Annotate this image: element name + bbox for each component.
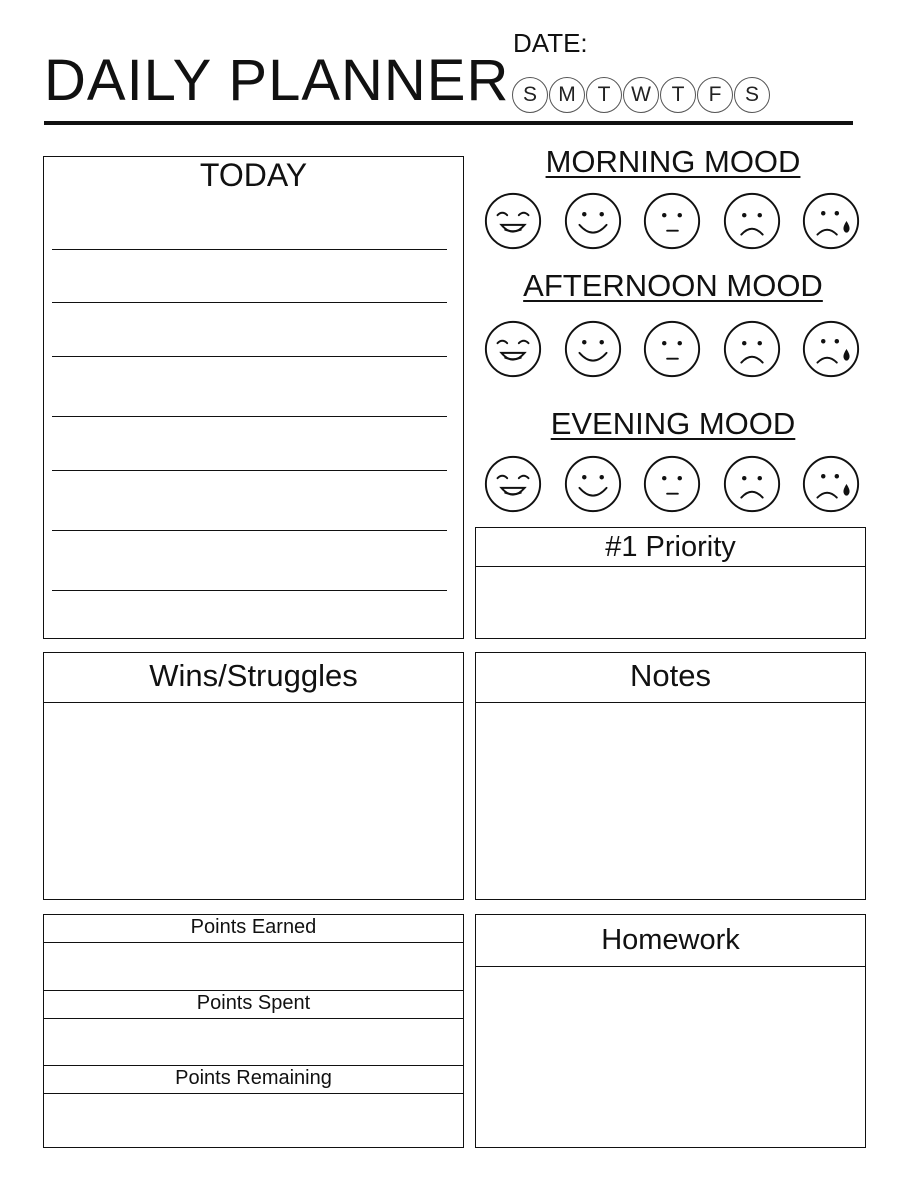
afternoon-mood-faces [482, 318, 862, 380]
notes-write-area[interactable] [476, 704, 865, 899]
laughing-face-icon[interactable] [482, 453, 544, 515]
priority-label: #1 Priority [605, 531, 736, 563]
wins-struggles-write-area[interactable] [44, 704, 463, 899]
writing-line[interactable] [52, 530, 447, 531]
smiling-face-icon[interactable] [562, 318, 624, 380]
crying-face-icon[interactable] [800, 318, 862, 380]
smiling-face-icon[interactable] [562, 453, 624, 515]
afternoon-mood-title: AFTERNOON MOOD [523, 268, 823, 303]
priority-header [476, 528, 865, 567]
neutral-face-icon[interactable] [641, 318, 703, 380]
points-spent-field[interactable] [44, 1019, 463, 1065]
priority-box [475, 527, 866, 639]
morning-mood-faces [482, 190, 862, 252]
today-box [43, 156, 464, 639]
evening-mood-faces [482, 453, 862, 515]
weekday-selector [512, 77, 770, 113]
laughing-face-icon[interactable] [482, 318, 544, 380]
today-label: TODAY [199, 157, 308, 193]
day-circle-friday[interactable]: F [697, 77, 733, 113]
morning-mood-title: MORNING MOOD [545, 144, 801, 179]
day-circle-wednesday[interactable]: W [623, 77, 659, 113]
points-earned-header [44, 915, 463, 943]
sad-face-icon[interactable] [721, 453, 783, 515]
priority-write-area[interactable] [476, 568, 865, 638]
points-earned-field[interactable] [44, 944, 463, 990]
writing-line[interactable] [52, 470, 447, 471]
laughing-face-icon[interactable] [482, 190, 544, 252]
day-circle-monday[interactable]: M [549, 77, 585, 113]
wins-struggles-header [44, 653, 463, 703]
points-remaining-header [44, 1065, 463, 1094]
writing-line[interactable] [52, 356, 447, 357]
homework-box [475, 914, 866, 1148]
notes-label: Notes [630, 658, 711, 693]
wins-struggles-box [43, 652, 464, 900]
page-title: DAILY PLANNER [44, 48, 510, 113]
sad-face-icon[interactable] [721, 318, 783, 380]
neutral-face-icon[interactable] [641, 190, 703, 252]
homework-header [476, 915, 865, 967]
points-earned-label: Points Earned [190, 916, 317, 938]
crying-face-icon[interactable] [800, 190, 862, 252]
evening-mood-title: EVENING MOOD [550, 406, 796, 441]
neutral-face-icon[interactable] [641, 453, 703, 515]
day-circle-sunday[interactable]: S [512, 77, 548, 113]
header-divider [44, 121, 853, 125]
homework-write-area[interactable] [476, 968, 865, 1147]
sad-face-icon[interactable] [721, 190, 783, 252]
points-remaining-label: Points Remaining [175, 1067, 332, 1089]
writing-line[interactable] [52, 416, 447, 417]
points-box [43, 914, 464, 1148]
day-circle-saturday[interactable]: S [734, 77, 770, 113]
notes-header [476, 653, 865, 703]
day-circle-tuesday[interactable]: T [586, 77, 622, 113]
writing-line[interactable] [52, 249, 447, 250]
smiling-face-icon[interactable] [562, 190, 624, 252]
points-spent-header [44, 990, 463, 1019]
day-circle-thursday[interactable]: T [660, 77, 696, 113]
writing-line[interactable] [52, 590, 447, 591]
homework-label: Homework [601, 924, 740, 956]
points-remaining-field[interactable] [44, 1094, 463, 1147]
notes-box [475, 652, 866, 900]
writing-line[interactable] [52, 302, 447, 303]
date-label: DATE: [513, 28, 588, 58]
points-spent-label: Points Spent [196, 992, 311, 1014]
wins-struggles-label: Wins/Struggles [149, 658, 358, 693]
crying-face-icon[interactable] [800, 453, 862, 515]
